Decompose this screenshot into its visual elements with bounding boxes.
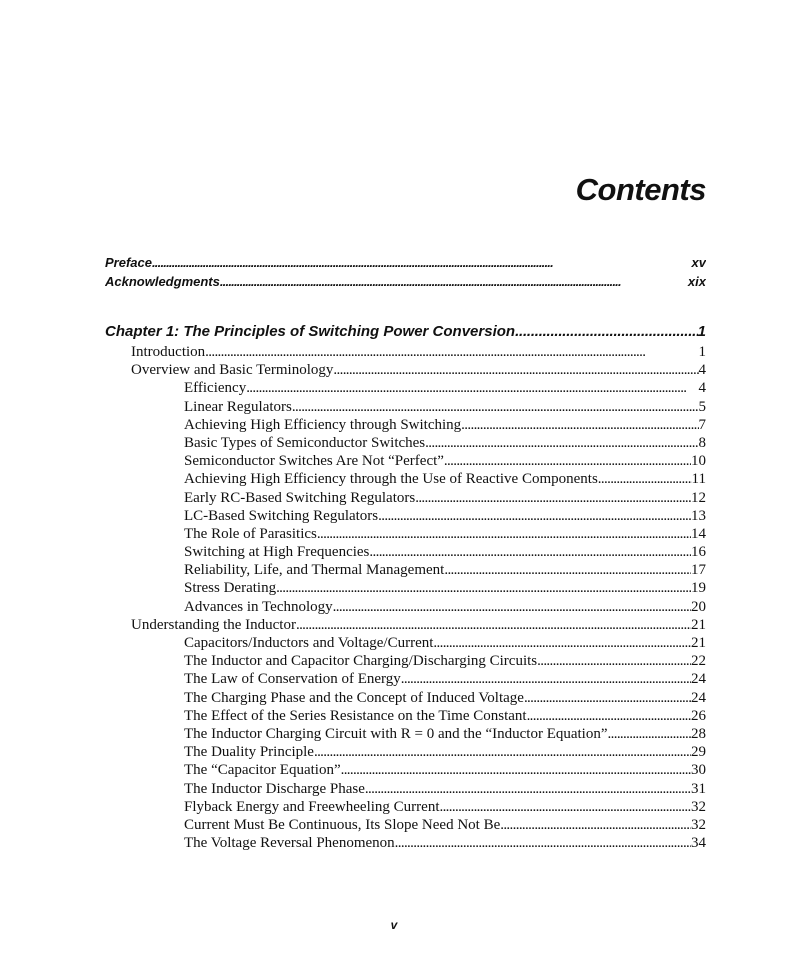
entry-label: The Inductor Charging Circuit with R = 0 and the “Inductor Equation” (184, 725, 608, 742)
toc-entry[interactable] (105, 361, 706, 379)
leader-dots (152, 254, 692, 272)
entry-page: 19 (691, 580, 706, 597)
entry-page: 31 (691, 780, 706, 797)
toc-entry[interactable] (105, 761, 706, 779)
entry-label: The Role of Parasitics (184, 525, 317, 542)
leader-dots (333, 598, 691, 616)
entry-label: Chapter 1: The Principles of Switching Power Conversion (105, 323, 516, 340)
toc-entry[interactable] (105, 598, 706, 616)
leader-dots (333, 361, 698, 379)
page-title: Contents (575, 172, 706, 207)
entry-page: 26 (691, 707, 706, 724)
entry-label: Understanding the Inductor (131, 616, 296, 633)
leader-dots (415, 489, 691, 507)
entry-label: Preface (105, 255, 152, 270)
toc-entry[interactable] (105, 470, 706, 488)
toc-entry[interactable] (105, 489, 706, 507)
leader-dots (314, 743, 691, 761)
entry-page: xv (691, 255, 706, 270)
entry-label: Semiconductor Switches Are Not “Perfect” (184, 453, 444, 470)
leader-dots (246, 379, 698, 397)
toc-entry[interactable] (105, 707, 706, 725)
leader-dots (296, 616, 691, 634)
entry-page: 21 (691, 616, 706, 633)
entry-page: 32 (691, 798, 706, 815)
entry-label: The Voltage Reversal Phenomenon (184, 835, 395, 852)
leader-dots (524, 689, 691, 707)
leader-dots (527, 707, 691, 725)
toc-entry[interactable] (105, 507, 706, 525)
entry-label: The Charging Phase and the Concept of Induced Voltage (184, 689, 524, 706)
entry-label: Capacitors/Inductors and Voltage/Current (184, 635, 434, 651)
entry-label: Advances in Technology (184, 598, 333, 615)
leader-dots (378, 507, 691, 525)
leader-dots (608, 725, 691, 743)
entry-page: 4 (698, 380, 706, 397)
toc-entry[interactable] (105, 543, 706, 561)
entry-page: 7 (698, 416, 706, 433)
toc-entry[interactable] (105, 798, 706, 816)
leader-dots (537, 652, 691, 670)
leader-dots (220, 273, 688, 291)
toc-entry-chapter-1[interactable] (105, 323, 706, 343)
entry-page: 24 (691, 671, 706, 688)
entry-label: Linear Regulators (184, 398, 292, 415)
toc-entry[interactable] (105, 561, 706, 579)
entry-page: 29 (691, 744, 706, 761)
toc-entry[interactable] (105, 834, 706, 852)
leader-dots (341, 761, 691, 779)
leader-dots (369, 543, 691, 561)
spacer (105, 291, 706, 323)
entry-label: The Law of Conservation of Energy (184, 671, 401, 688)
leader-dots (444, 561, 691, 579)
entry-page: 11 (691, 471, 706, 488)
entry-label: Basic Types of Semiconductor Switches (184, 434, 426, 451)
entry-label: Introduction (131, 344, 206, 360)
leader-dots (433, 634, 691, 652)
entry-page: 13 (691, 507, 706, 524)
leader-dots (365, 780, 691, 798)
toc-entry[interactable] (105, 434, 706, 452)
leader-dots (425, 434, 698, 452)
toc-entry[interactable] (105, 452, 706, 470)
entry-label: Overview and Basic Terminology (131, 362, 334, 379)
entry-page: xix (687, 273, 706, 289)
leader-dots (515, 323, 698, 341)
entry-label: The Inductor and Capacitor Charging/Discharging Circuits (184, 653, 538, 670)
toc-entry[interactable] (105, 579, 706, 597)
leader-dots (500, 816, 691, 834)
entry-page: 28 (691, 725, 706, 742)
entry-page: 34 (691, 835, 706, 852)
entry-label: Acknowledgments (105, 273, 220, 289)
entry-page: 24 (691, 689, 706, 706)
toc-entry[interactable] (105, 816, 706, 834)
leader-dots (395, 834, 691, 852)
toc-entry[interactable] (105, 725, 706, 743)
entry-page: 22 (691, 653, 706, 670)
entry-page: 16 (691, 544, 706, 561)
entry-page: 32 (691, 816, 706, 833)
toc-entry[interactable] (105, 670, 706, 688)
entry-page: 20 (691, 598, 706, 615)
toc-entry-preface[interactable] (105, 254, 706, 273)
toc-entry[interactable] (105, 780, 706, 798)
page-number: v (390, 918, 398, 932)
toc-entry[interactable] (105, 379, 706, 397)
toc-entry[interactable] (105, 525, 706, 543)
entry-label: Achieving High Efficiency through the Use of Reactive Components (184, 471, 598, 488)
leader-dots (439, 798, 691, 816)
table-of-contents (105, 254, 706, 852)
toc-entry[interactable] (105, 634, 706, 652)
leader-dots (205, 343, 698, 361)
leader-dots (444, 452, 691, 470)
entry-label: The “Capacitor Equation” (184, 762, 341, 779)
leader-dots (461, 416, 698, 434)
entry-page: 8 (698, 434, 706, 451)
entry-label: Flyback Energy and Freewheeling Current (184, 798, 440, 815)
entry-label: Efficiency (184, 380, 247, 397)
entry-label: Stress Derating (184, 580, 277, 597)
leader-dots (276, 579, 691, 597)
entry-page: 17 (691, 562, 706, 579)
entry-label: Achieving High Efficiency through Switching (184, 416, 462, 433)
toc-entry[interactable] (105, 398, 706, 416)
entry-page: 5 (698, 398, 706, 415)
leader-dots (401, 670, 691, 688)
toc-entry[interactable] (105, 616, 706, 634)
toc-entry[interactable] (105, 343, 706, 361)
entry-page: 12 (691, 489, 706, 506)
entry-label: The Duality Principle (184, 744, 314, 761)
entry-page: 1 (698, 344, 706, 360)
entry-page: 21 (691, 635, 706, 651)
entry-page: 4 (698, 362, 706, 379)
entry-label: Early RC-Based Switching Regulators (184, 489, 416, 506)
toc-entry[interactable] (105, 743, 706, 761)
toc-entry-acknowledgments[interactable] (105, 273, 706, 292)
entry-label: The Effect of the Series Resistance on the Time Constant (184, 707, 527, 724)
entry-label: Current Must Be Continuous, Its Slope Need Not Be (184, 816, 501, 833)
entry-label: The Inductor Discharge Phase (184, 780, 365, 797)
entry-page: 14 (691, 525, 706, 542)
toc-entry[interactable] (105, 689, 706, 707)
entry-label: Reliability, Life, and Thermal Management (184, 562, 445, 579)
entry-label: Switching at High Frequencies (184, 544, 370, 561)
entry-page: 1 (697, 323, 706, 340)
leader-dots (317, 525, 691, 543)
entry-page: 30 (691, 762, 706, 779)
entry-page: 10 (691, 453, 706, 470)
leader-dots (292, 398, 699, 416)
toc-entry[interactable] (105, 652, 706, 670)
leader-dots (598, 470, 692, 488)
toc-entry[interactable] (105, 416, 706, 434)
entry-label: LC-Based Switching Regulators (184, 507, 379, 524)
